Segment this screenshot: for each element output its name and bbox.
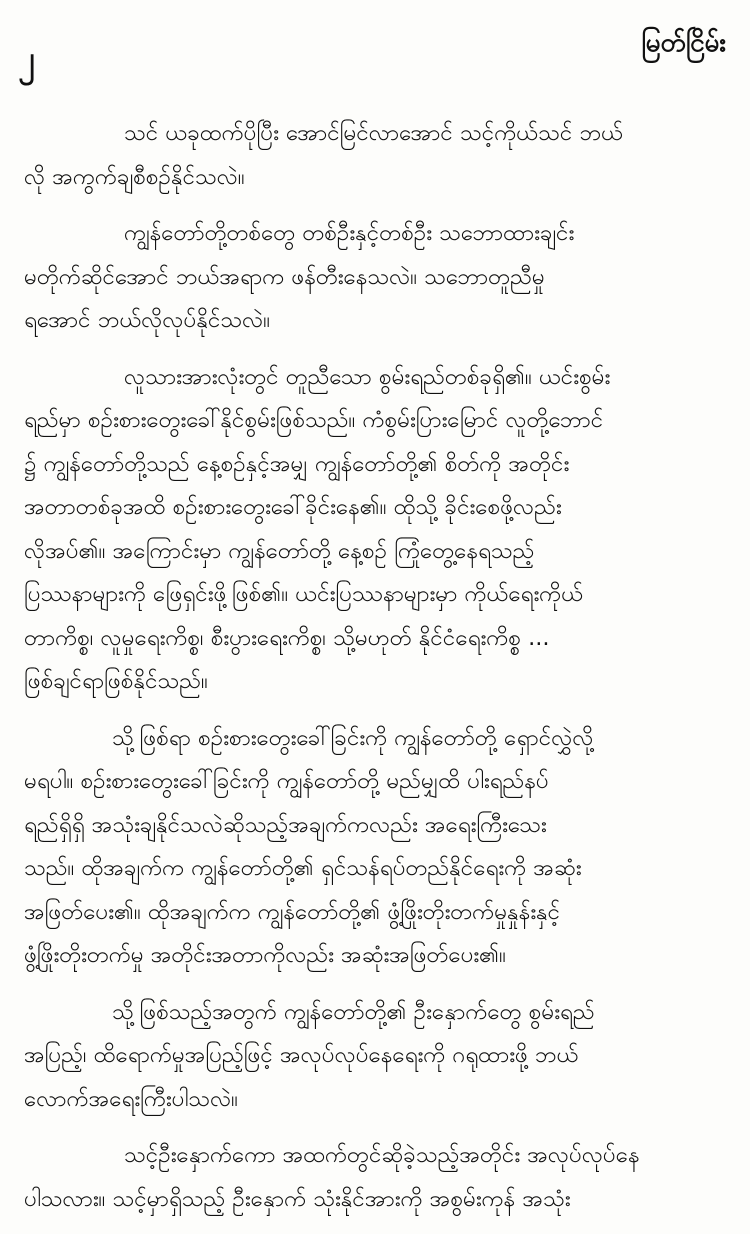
page-number: ၂ [18, 39, 35, 79]
text-line: တာကိစ္စ၊ လူမှုရေးကိစ္စ၊ စီးပွားရေးကိစ္စ၊ သို့မဟုတ် နိုင်ငံရေးကိစ္စ ... [24, 624, 550, 651]
paragraph-3 [24, 356, 726, 704]
text-line: ပါသလား။ သင့်မှာရှိသည့် ဦးနှောက် သုံးနိုင်အားကို အစွမ်းကုန် အသုံး [24, 1185, 571, 1212]
paragraph-5 [24, 991, 726, 1122]
text-line: သည်။ ထိုအချက်က ကျွန်တော်တို့၏ ရှင်သန်ရပ်တည်နိုင်ရေးကို အဆုံး [24, 855, 582, 881]
text-line: ၌ ကျွန်တော်တို့သည် နေ့စဉ်နှင့်အမျှ ကျွန်တော်တို့၏ စိတ်ကို အတိုင်း [24, 450, 570, 477]
text-line: ပြဿနာများကို ဖြေရှင်းဖို့ဖြစ်၏။ ယင်းပြဿနာများမှာ ကိုယ်ရေးကိုယ် [24, 581, 584, 607]
text-line: မရပါ။ စဉ်းစားတွေးခေါ်ခြင်းကို ကျွန်တော်တို့ မည်မျှထိ ပါးရည်နပ် [24, 768, 549, 794]
page-header [0, 0, 750, 90]
text-line: လူသားအားလုံးတွင် တူညီသော စွမ်းရည်တစ်ခုရှိ၏။ ယင်းစွမ်း [124, 363, 611, 390]
paragraph-4 [24, 717, 726, 978]
text-line: လိုအပ်၏။ အကြောင်းမှာ ကျွန်တော်တို့ နေ့စဉ် ကြုံတွေ့နေရသည့် [24, 537, 535, 564]
paragraph-2 [24, 212, 726, 343]
text-line: ဖြစ်ချင်ရာဖြစ်နိုင်သည်။ [24, 668, 208, 694]
paragraph-1 [24, 112, 726, 199]
text-line: သင် ယခုထက်ပိုပြီး အောင်မြင်လာအောင် သင့်ကိုယ်သင် ဘယ် [124, 120, 623, 146]
text-line: ဖွံ့ဖြိုးတိုးတက်မှု အတိုင်းအတာကိုလည်း အဆုံးအဖြတ်ပေး၏။ [24, 942, 506, 968]
text-line: သို့ဖြစ်ရာ စဉ်းစားတွေးခေါ်ခြင်းကို ကျွန်တော်တို့ ရှောင်လွှဲလို့ [112, 724, 594, 751]
text-line: မတိုက်ဆိုင်အောင် ဘယ်အရာက ဖန်တီးနေသလဲ။ သဘောတူညီမှု [24, 263, 545, 290]
text-line: အပြည့်၊ ထိရောက်မှုအပြည့်ဖြင့် အလုပ်လုပ်နေရေးကို ဂရုထားဖို့ ဘယ် [24, 1042, 579, 1068]
text-line: ရည်မှာ စဉ်းစားတွေးခေါ်နိုင်စွမ်းဖြစ်သည်။ ကံစွမ်းပြားမြောင် လူတို့ဘောင် [24, 407, 604, 433]
text-line: အဖြတ်ပေး၏။ ထိုအချက်က ကျွန်တော်တို့၏ ဖွံ့ဖြိုးတိုးတက်မှုနှုန်းနှင့် [24, 898, 561, 925]
page-body [24, 112, 726, 1234]
text-line: လောက်အရေးကြီးပါသလဲ။ [24, 1085, 238, 1112]
text-line: ရအောင် ဘယ်လိုလုပ်နိုင်သလဲ။ [24, 307, 271, 333]
text-line: အတာတစ်ခုအထိ စဉ်းစားတွေးခေါ်ခိုင်းနေ၏။ ထိုသို့ ခိုင်းစေဖို့လည်း [24, 494, 562, 520]
text-line: သင့်ဦးနှောက်ကော အထက်တွင်ဆိုခဲ့သည့်အတိုင်း အလုပ်လုပ်နေ [124, 1142, 640, 1168]
text-line: သို့ဖြစ်သည့်အတွက် ကျွန်တော်တို့၏ ဦးနှောက်တွေ စွမ်းရည် [112, 998, 595, 1025]
text-line: ကျွန်တော်တို့တစ်တွေ တစ်ဦးနှင့်တစ်ဦး သဘောထားချင်း [124, 220, 575, 246]
text-line: ရည်ရှိရှိ အသုံးချနိုင်သလဲဆိုသည့်အချက်ကလည်း အရေးကြီးသေး [24, 811, 547, 838]
text-line: လို အကွက်ချစီစဉ်နိုင်သလဲ။ [24, 163, 245, 190]
running-title: မြတ်ငြိမ်း [641, 28, 726, 58]
paragraph-6 [24, 1134, 726, 1221]
